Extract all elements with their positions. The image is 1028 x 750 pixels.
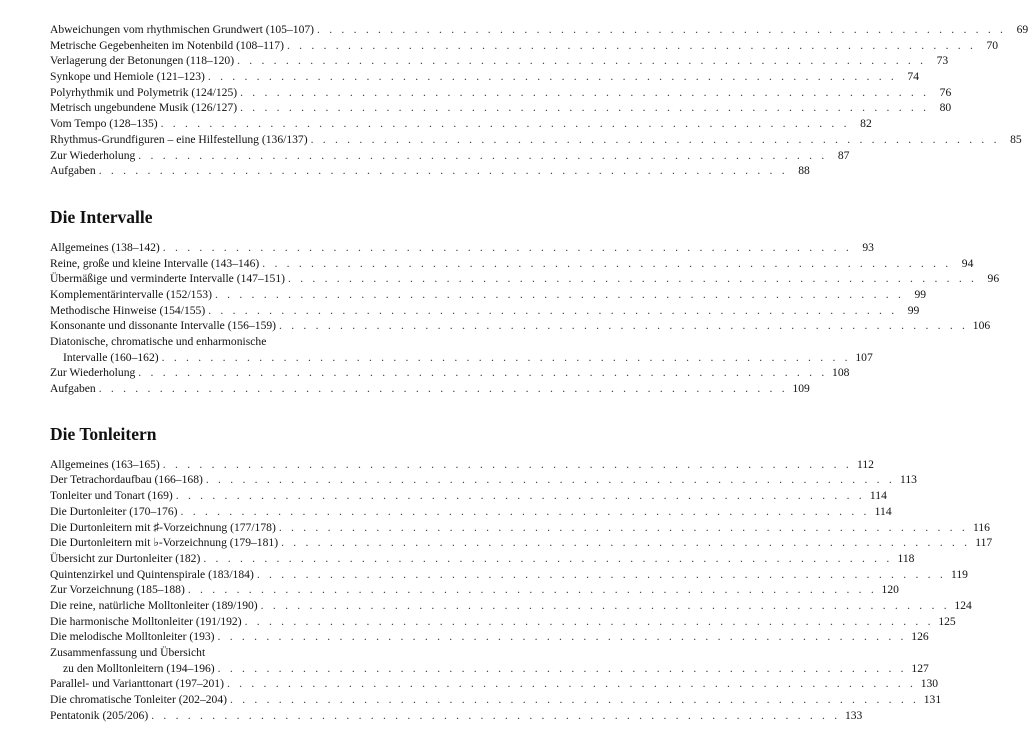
toc-entry[interactable] — [50, 381, 810, 397]
toc-entry-title: Polyrhythmik und Polymetrik (124/125) — [50, 85, 238, 99]
toc-entry[interactable] — [50, 661, 929, 677]
toc-section — [50, 423, 993, 724]
toc-entry-page: 74 — [907, 70, 920, 84]
section-heading: Die Intervalle — [50, 206, 153, 227]
toc-entry-page: 112 — [856, 457, 874, 471]
toc-entry[interactable] — [50, 116, 872, 132]
toc-entry[interactable] — [50, 163, 810, 179]
toc-entry-page: 117 — [975, 536, 993, 550]
toc-entry-title: Komplementärintervalle (152/153) — [50, 287, 212, 301]
dot-leader: . . . . . . . . . . . . . . . . . . . . . . . . . . . . . . . . . . . . . . . . . . . . . . . . . . . . . . . . . — [138, 366, 828, 380]
dot-leader: . . . . . . . . . . . . . . . . . . . . . . . . . . . . . . . . . . . . . . . . . . . . . . . . . . . . . . . . . — [240, 101, 930, 115]
toc-entry[interactable] — [50, 256, 974, 272]
toc-entry-title: Metrische Gegebenheiten im Notenbild (108–117) — [50, 38, 284, 52]
dot-leader: . . . . . . . . . . . . . . . . . . . . . . . . . . . . . . . . . . . . . . . . . . . . . . . . . . . . . . . . . — [138, 148, 828, 162]
toc-section — [50, 22, 1028, 179]
dot-leader: . . . . . . . . . . . . . . . . . . . . . . . . . . . . . . . . . . . . . . . . . . . . . . . . . . . . . . . . . — [214, 287, 905, 301]
toc-entry-page: 82 — [860, 117, 872, 131]
dot-leader: . . . . . . . . . . . . . . . . . . . . . . . . . . . . . . . . . . . . . . . . . . . . . . . . . . . . . . . . . — [217, 661, 907, 675]
dot-leader: . . . . . . . . . . . . . . . . . . . . . . . . . . . . . . . . . . . . . . . . . . . . . . . . . . . . . . . . . — [281, 536, 971, 550]
toc-entry-page: 116 — [972, 520, 990, 534]
toc-entry-page: 125 — [938, 614, 956, 628]
toc-entry-title: Allgemeines (138–142) — [50, 240, 160, 254]
dot-leader: . . . . . . . . . . . . . . . . . . . . . . . . . . . . . . . . . . . . . . . . . . . . . . . . . . . . . . . . . — [162, 457, 852, 471]
toc-entry-title: Zur Wiederholung — [50, 366, 136, 380]
dot-leader: . . . . . . . . . . . . . . . . . . . . . . . . . . . . . . . . . . . . . . . . . . . . . . . . . . . . . . . . . — [278, 520, 968, 534]
toc-entry-page: 107 — [855, 350, 873, 364]
toc-entry-page: 113 — [900, 473, 917, 487]
dot-leader: . . . . . . . . . . . . . . . . . . . . . . . . . . . . . . . . . . . . . . . . . . . . . . . . . . . . . . . . . — [310, 132, 1000, 146]
toc-entry-page: 131 — [923, 693, 942, 707]
dot-leader: . . . . . . . . . . . . . . . . . . . . . . . . . . . . . . . . . . . . . . . . . . . . . . . . . . . . . . . . . — [226, 677, 917, 691]
dot-leader: . . . . . . . . . . . . . . . . . . . . . . . . . . . . . . . . . . . . . . . . . . . . . . . . . . . . . . . . . — [279, 319, 969, 333]
dot-leader: . . . . . . . . . . . . . . . . . . . . . . . . . . . . . . . . . . . . . . . . . . . . . . . . . . . . . . . . . — [203, 551, 893, 565]
toc-entry-page: 118 — [897, 551, 915, 565]
toc-entry-page: 119 — [950, 567, 968, 581]
toc-entry[interactable] — [50, 488, 887, 504]
toc-entry-title: zu den Molltonleitern (194–196) — [63, 661, 215, 675]
toc-entry-title: Allgemeines (163–165) — [50, 457, 160, 471]
dot-leader: . . . . . . . . . . . . . . . . . . . . . . . . . . . . . . . . . . . . . . . . . . . . . . . . . . . . . . . . . — [160, 117, 850, 131]
toc-entry-list — [50, 457, 993, 724]
toc-entry-page: 73 — [936, 54, 949, 68]
toc-entry[interactable] — [50, 100, 952, 116]
toc-entry-title: Metrisch ungebundene Musik (126/127) — [50, 101, 238, 115]
toc-entry-list — [50, 22, 1028, 179]
dot-leader: . . . . . . . . . . . . . . . . . . . . . . . . . . . . . . . . . . . . . . . . . . . . . . . . . . . . . . . . . — [205, 473, 895, 487]
dot-leader: . . . . . . . . . . . . . . . . . . . . . . . . . . . . . . . . . . . . . . . . . . . . . . . . . . . . . . . . . — [180, 504, 870, 518]
toc-entry-page: 120 — [881, 583, 899, 597]
toc-entry[interactable] — [50, 287, 927, 303]
toc-entry-page: 109 — [792, 382, 810, 396]
toc-entry-title: Zur Wiederholung — [50, 148, 136, 162]
dot-leader: . . . . . . . . . . . . . . . . . . . . . . . . . . . . . . . . . . . . . . . . . . . . . . . . . . . . . . . . . — [217, 630, 907, 644]
dot-leader: . . . . . . . . . . . . . . . . . . . . . . . . . . . . . . . . . . . . . . . . . . . . . . . . . . . . . . . . . — [230, 693, 920, 707]
toc-entry-page: 80 — [939, 101, 952, 115]
toc-entry-page: 126 — [911, 630, 929, 644]
toc-entry[interactable] — [50, 365, 850, 381]
toc-entry-title: Übersicht zur Durtonleiter (182) — [50, 551, 201, 565]
toc-entry-page: 94 — [961, 256, 974, 270]
toc-entry-page: 70 — [986, 38, 999, 52]
toc-entry-title: Quintenzirkel und Quintenspirale (183/184) — [50, 567, 254, 581]
toc-entry[interactable] — [50, 708, 863, 724]
toc-entry-title: Abweichungen vom rhythmischen Grundwert (105–107) — [50, 23, 315, 36]
toc-entry-page: 108 — [832, 366, 850, 380]
toc-section — [50, 206, 1000, 397]
dot-leader: . . . . . . . . . . . . . . . . . . . . . . . . . . . . . . . . . . . . . . . . . . . . . . . . . . . . . . . . . — [286, 38, 977, 52]
toc-entry-page: 124 — [954, 598, 972, 612]
toc-entry-page: 106 — [972, 319, 991, 333]
toc-entry-title: Zusammenfassung und Übersicht — [50, 646, 206, 659]
toc-entry[interactable] — [50, 629, 929, 645]
toc-entry[interactable] — [50, 318, 991, 334]
dot-leader: . . . . . . . . . . . . . . . . . . . . . . . . . . . . . . . . . . . . . . . . . . . . . . . . . . . . . . . . . — [237, 54, 927, 68]
toc-entry-page: 133 — [844, 708, 863, 722]
toc-entry[interactable] — [50, 22, 1028, 38]
toc-entry[interactable] — [50, 38, 999, 54]
dot-leader: . . . . . . . . . . . . . . . . . . . . . . . . . . . . . . . . . . . . . . . . . . . . . . . . . . . . . . . . . — [151, 708, 841, 722]
toc-entry[interactable] — [50, 551, 915, 567]
toc-entry-title: Die reine, natürliche Molltonleiter (189/190) — [50, 598, 258, 612]
toc-entry-page: 85 — [1010, 132, 1022, 146]
toc-entry-page: 99 — [914, 287, 927, 301]
dot-leader: . . . . . . . . . . . . . . . . . . . . . . . . . . . . . . . . . . . . . . . . . . . . . . . . . . . . . . . . . — [207, 70, 898, 84]
dot-leader: . . . . . . . . . . . . . . . . . . . . . . . . . . . . . . . . . . . . . . . . . . . . . . . . . . . . . . . . . — [187, 583, 877, 597]
toc-entry-page: 96 — [987, 272, 1000, 286]
toc-entry-title: Die Durtonleitern mit ♭-Vorzeichnung (179–181) — [50, 536, 279, 550]
dot-leader: . . . . . . . . . . . . . . . . . . . . . . . . . . . . . . . . . . . . . . . . . . . . . . . . . . . . . . . . . — [175, 489, 865, 503]
toc-entry[interactable] — [50, 614, 956, 630]
toc-entry[interactable] — [50, 148, 850, 164]
toc-entry-title: Aufgaben — [50, 382, 96, 396]
toc-entry[interactable] — [50, 457, 874, 473]
toc-entry-title: Rhythmus-Grundfiguren – eine Hilfestellung (136/137) — [50, 132, 308, 146]
dot-leader: . . . . . . . . . . . . . . . . . . . . . . . . . . . . . . . . . . . . . . . . . . . . . . . . . . . . . . . . . — [161, 350, 851, 364]
toc-entry-title: Die melodische Molltonleiter (193) — [50, 630, 215, 644]
dot-leader: . . . . . . . . . . . . . . . . . . . . . . . . . . . . . . . . . . . . . . . . . . . . . . . . . . . . . . . . . — [98, 382, 788, 396]
toc-entry-title: Intervalle (160–162) — [63, 350, 159, 364]
toc-entry[interactable] — [50, 598, 972, 614]
toc-entry[interactable] — [50, 582, 899, 598]
toc-entry[interactable] — [50, 676, 939, 692]
toc-entry-title: Aufgaben — [50, 164, 96, 178]
toc-entry-title: Tonleiter und Tonart (169) — [50, 489, 173, 503]
toc-entry[interactable] — [50, 692, 942, 708]
toc-entry-title: Parallel- und Varianttonart (197–201) — [50, 677, 224, 691]
toc-entry[interactable] — [50, 303, 920, 319]
toc-entry[interactable] — [50, 535, 993, 551]
dot-leader: . . . . . . . . . . . . . . . . . . . . . . . . . . . . . . . . . . . . . . . . . . . . . . . . . . . . . . . . . — [288, 272, 978, 286]
dot-leader: . . . . . . . . . . . . . . . . . . . . . . . . . . . . . . . . . . . . . . . . . . . . . . . . . . . . . . . . . — [262, 256, 952, 270]
dot-leader: . . . . . . . . . . . . . . . . . . . . . . . . . . . . . . . . . . . . . . . . . . . . . . . . . . . . . . . . . — [208, 303, 898, 317]
toc-entry[interactable] — [50, 334, 448, 350]
toc-entry[interactable] — [50, 472, 917, 488]
toc-entry-title: Verlagerung der Betonungen (118–120) — [50, 54, 235, 68]
toc-entry-title: Vom Tempo (128–135) — [50, 117, 158, 131]
toc-entry[interactable] — [50, 271, 1000, 287]
toc-entry[interactable] — [50, 240, 874, 256]
toc-entry-page: 114 — [869, 489, 887, 503]
dot-leader: . . . . . . . . . . . . . . . . . . . . . . . . . . . . . . . . . . . . . . . . . . . . . . . . . . . . . . . . . — [317, 23, 1007, 36]
toc-entry-title: Pentatonik (205/206) — [50, 708, 149, 722]
toc-entry[interactable] — [50, 350, 873, 366]
section-heading: Die Tonleitern — [50, 423, 157, 444]
toc-entry-title: Die Durtonleitern mit ♯-Vorzeichnung (177/178) — [50, 520, 276, 534]
toc-entry[interactable] — [50, 85, 952, 101]
toc-entry[interactable] — [50, 567, 968, 583]
toc-entry-page: 99 — [907, 303, 920, 317]
toc-entry-title: Synkope und Hemiole (121–123) — [50, 70, 205, 84]
toc-entry-page: 130 — [920, 677, 939, 691]
toc-entry-title: Die chromatische Tonleiter (202–204) — [50, 693, 228, 707]
dot-leader: . . . . . . . . . . . . . . . . . . . . . . . . . . . . . . . . . . . . . . . . . . . . . . . . . . . . . . . . . — [240, 85, 930, 99]
toc-entry-title: Reine, große und kleine Intervalle (143–146) — [50, 256, 260, 270]
toc-entry-title: Die harmonische Molltonleiter (191/192) — [50, 614, 242, 628]
toc-entry[interactable] — [50, 504, 892, 520]
table-of-contents — [50, 22, 1028, 723]
toc-entry-page: 87 — [837, 148, 850, 162]
dot-leader: . . . . . . . . . . . . . . . . . . . . . . . . . . . . . . . . . . . . . . . . . . . . . . . . . . . . . . . . . — [98, 164, 788, 178]
toc-entry-page: 114 — [874, 504, 892, 518]
toc-entry-title: Übermäßige und verminderte Intervalle (147–151) — [50, 272, 286, 286]
dot-leader: . . . . . . . . . . . . . . . . . . . . . . . . . . . . . . . . . . . . . . . . . . . . . . . . . . . . . . . . . — [244, 614, 934, 628]
toc-entry-title: Methodische Hinweise (154/155) — [50, 303, 206, 317]
toc-entry[interactable] — [50, 132, 1022, 148]
toc-entry[interactable] — [50, 53, 949, 69]
dot-leader: . . . . . . . . . . . . . . . . . . . . . . . . . . . . . . . . . . . . . . . . . . . . . . . . . . . . . . . . . — [256, 567, 946, 581]
toc-entry-title: Der Tetrachordaufbau (166–168) — [50, 473, 203, 487]
toc-entry[interactable] — [50, 69, 920, 85]
toc-entry[interactable] — [50, 520, 990, 536]
toc-entry-title: Zur Vorzeichnung (185–188) — [50, 583, 185, 597]
dot-leader: . . . . . . . . . . . . . . . . . . . . . . . . . . . . . . . . . . . . . . . . . . . . . . . . . . . . . . . . . — [162, 240, 852, 254]
toc-entry-page: 76 — [939, 85, 952, 99]
toc-entry-title: Diatonische, chromatische und enharmonische — [50, 335, 267, 348]
toc-entry-page: 93 — [862, 240, 874, 254]
toc-entry-list — [50, 240, 1000, 397]
toc-entry-page: 88 — [798, 164, 810, 178]
toc-entry-title: Konsonante und dissonante Intervalle (156–159) — [50, 319, 277, 333]
toc-entry[interactable] — [50, 645, 448, 661]
toc-entry-title: Die Durtonleiter (170–176) — [50, 504, 178, 518]
toc-entry-page: 69 — [1016, 23, 1028, 36]
dot-leader: . . . . . . . . . . . . . . . . . . . . . . . . . . . . . . . . . . . . . . . . . . . . . . . . . . . . . . . . . — [260, 598, 950, 612]
toc-entry-page: 127 — [911, 661, 929, 675]
